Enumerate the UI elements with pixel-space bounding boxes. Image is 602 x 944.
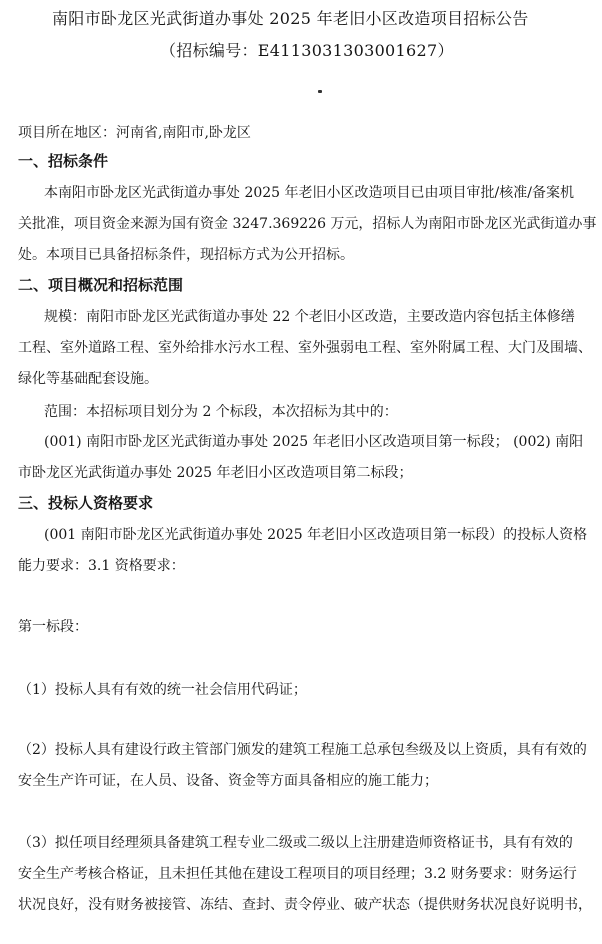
paragraph-line: 规模：南阳市卧龙区光武街道办事处 22 个老旧小区改造，主要改造内容包括主体修缮 — [44, 309, 575, 325]
requirement-item: （2）投标人具有建设行政主管部门颁发的建筑工程施工总承包叁级及以上资质，具有有效的 — [18, 742, 587, 758]
paragraph-line: 工程、室外道路工程、室外给排水污水工程、室外强弱电工程、室外附属工程、大门及围墙、 — [18, 340, 592, 356]
paragraph-line: (001) 南阳市卧龙区光武街道办事处 2025 年老旧小区改造项目第一标段； (002) 南阳 — [44, 434, 584, 450]
requirement-item: （3）拟任项目经理须具备建筑工程专业二级或二级以上注册建造师资格证书，具有有效的 — [18, 835, 573, 851]
paragraph-line: 状况良好，没有财务被接管、冻结、查封、责令停业、破产状态（提供财务状况良好说明书， — [18, 897, 592, 913]
requirement-item: （1）投标人具有有效的统一社会信用代码证； — [18, 682, 307, 698]
section-heading-project-overview: 二、项目概况和招标范围 — [18, 276, 184, 294]
paragraph-line: 本南阳市卧龙区光武街道办事处 2025 年老旧小区改造项目已由项目审批/核准/备案机 — [44, 185, 574, 201]
paragraph-line: 能力要求：3.1 资格要求： — [18, 558, 185, 574]
paragraph-line: 安全生产考核合格证，且未担任其他在建设工程项目的项目经理；3.2 财务要求：财务运行 — [18, 866, 577, 882]
scan-speck — [318, 90, 322, 93]
paragraph-line: 安全生产许可证，在人员、设备、资金等方面具备相应的施工能力； — [18, 773, 438, 789]
paragraph-line: 绿化等基础配套设施。 — [18, 371, 158, 387]
project-location: 项目所在地区：河南省,南阳市,卧龙区 — [18, 125, 251, 141]
paragraph-line: 市卧龙区光武街道办事处 2025 年老旧小区改造项目第二标段； — [18, 465, 413, 481]
paragraph-line: 范围：本招标项目划分为 2 个标段，本次招标为其中的： — [44, 404, 398, 420]
segment-label: 第一标段： — [18, 619, 88, 635]
document-title: 南阳市卧龙区光武街道办事处 2025 年老旧小区改造项目招标公告 — [52, 9, 529, 28]
section-heading-tender-conditions: 一、招标条件 — [18, 152, 109, 170]
tender-number: （招标编号：E4113031303001627） — [160, 41, 454, 60]
paragraph-line: 处。本项目已具备招标条件，现招标方式为公开招标。 — [18, 247, 354, 263]
section-heading-bidder-qualifications: 三、投标人资格要求 — [18, 494, 154, 512]
paragraph-line: (001 南阳市卧龙区光武街道办事处 2025 年老旧小区改造项目第一标段）的投标人资格 — [44, 527, 588, 543]
paragraph-line: 关批准，项目资金来源为国有资金 3247.369226 万元，招标人为南阳市卧龙区光武街道办事 — [18, 216, 597, 232]
